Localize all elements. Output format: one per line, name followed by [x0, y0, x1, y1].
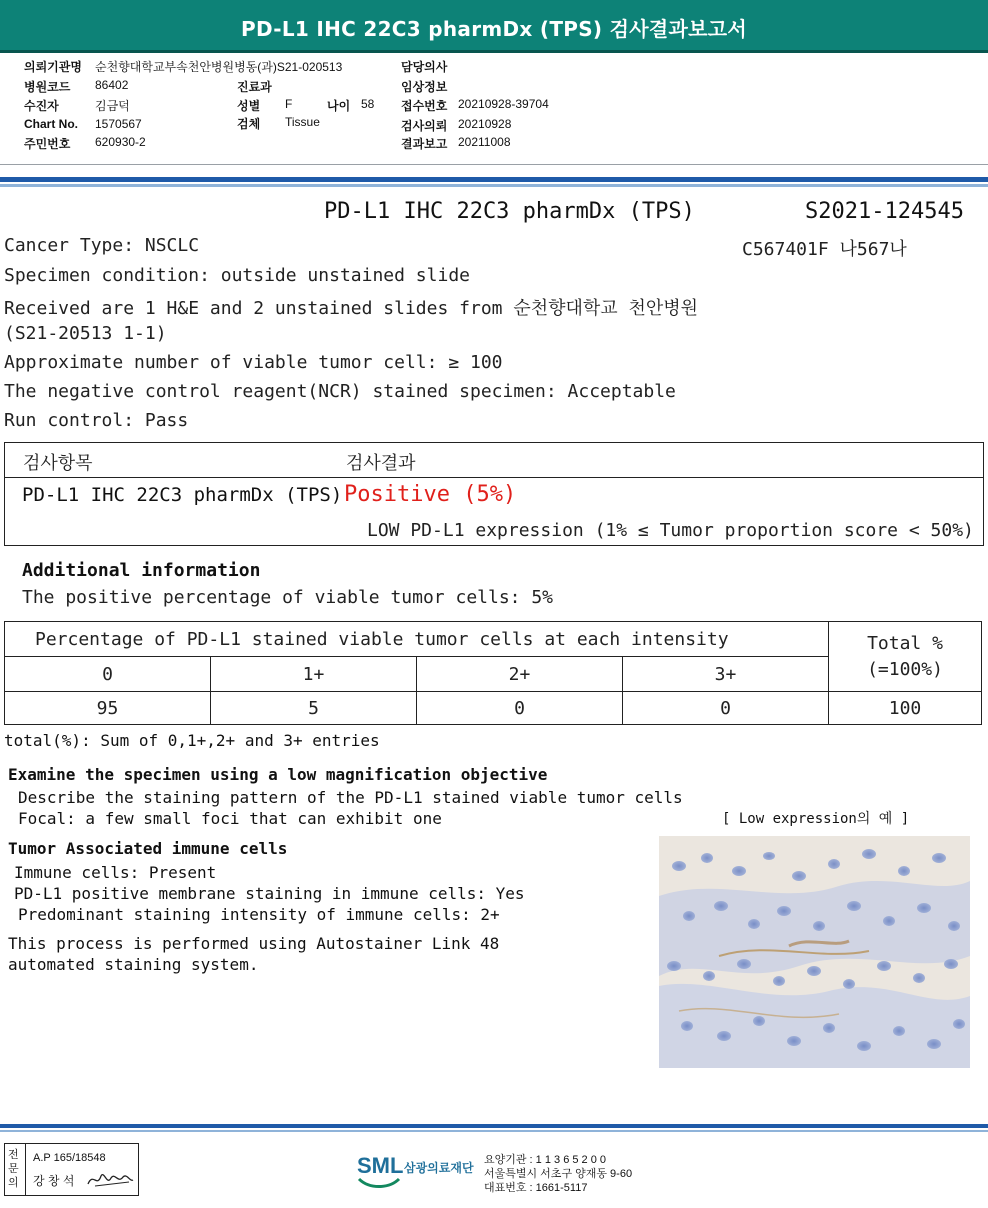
intensity-total: 100: [829, 692, 982, 725]
col-test-result: 검사결과: [346, 453, 416, 474]
label-request-date: 검사의뢰: [401, 119, 448, 133]
expression-level: LOW PD-L1 expression (1% ≤ Tumor proportion score < 50%): [367, 520, 974, 541]
micrograph-svg: [659, 836, 970, 1068]
stamp-label-cell: [5, 1144, 26, 1195]
value-sex: F: [285, 97, 293, 111]
intensity-col-0: 0: [5, 657, 211, 692]
intensity-table-header: Percentage of PD-L1 stained viable tumor cells at each intensity: [5, 622, 829, 657]
value-age: 58: [361, 97, 375, 111]
col-test-item: 검사항목: [23, 453, 93, 474]
value-hospital-code: 86402: [95, 78, 129, 92]
additional-text: The positive percentage of viable tumor cells: 5%: [22, 587, 554, 608]
result-positive: Positive (5%): [344, 482, 517, 507]
intensity-value-3plus: 0: [623, 692, 829, 725]
immune-heading: Tumor Associated immune cells: [8, 839, 288, 858]
blue-band-bottom: [0, 1124, 988, 1128]
value-request-date: 20210928: [458, 117, 512, 131]
examine-line1: Describe the staining pattern of the PD-L1 stained viable tumor cells: [18, 788, 683, 807]
table-note: total(%): Sum of 0,1+,2+ and 3+ entries: [4, 731, 380, 750]
examine-line2: Focal: a few small foci that can exhibit one: [18, 809, 442, 828]
specimen-code: C567401F 나567나: [742, 239, 907, 260]
signature-box: [4, 1143, 139, 1196]
label-report-date: 결과보고: [401, 137, 448, 151]
immune-line1: Immune cells: Present: [14, 863, 217, 882]
result-box-divider: [5, 477, 983, 478]
process-line2: automated staining system.: [8, 955, 259, 974]
value-report-date: 20211008: [458, 135, 511, 149]
label-hospital-code: 병원코드: [24, 80, 71, 94]
received-slides: Received are 1 H&E and 2 unstained slides from 순천향대학교 천안병원: [4, 298, 699, 319]
received-reference: (S21-20513 1-1): [4, 323, 167, 344]
phone: 대표번호 : 1661-5117: [484, 1182, 588, 1194]
cancer-type: Cancer Type: NSCLC: [4, 235, 200, 256]
label-age: 나이: [327, 99, 351, 113]
specimen-condition: Specimen condition: outside unstained slide: [4, 265, 470, 286]
label-chart-no: Chart No.: [24, 117, 78, 131]
process-line1: This process is performed using Autostainer Link 48: [8, 934, 500, 953]
value-patient: 김금덕: [95, 99, 130, 113]
intensity-value-1plus: 5: [211, 692, 417, 725]
total-header-line2: (=100%): [867, 658, 943, 680]
value-specimen: Tissue: [285, 115, 320, 129]
label-institution: 의뢰기관명: [24, 60, 82, 74]
address: 서울특별시 서초구 양재동 9-60: [484, 1168, 633, 1180]
blue-band-top: [0, 177, 988, 182]
label-sex: 성별: [237, 99, 261, 113]
logo-text: SML: [357, 1153, 404, 1178]
value-chart-no: 1570567: [95, 117, 142, 131]
label-department: 진료과: [237, 80, 272, 94]
result-test-item: PD-L1 IHC 22C3 pharmDx (TPS): [22, 484, 343, 506]
value-receipt-no: 20210928-39704: [458, 97, 549, 111]
run-control: Run control: Pass: [4, 410, 189, 431]
total-header: [829, 622, 982, 692]
label-clinical-info: 임상정보: [401, 80, 448, 94]
intensity-value-0: 95: [5, 692, 211, 725]
intensity-value-2plus: 0: [417, 692, 623, 725]
label-resident-no: 주민번호: [24, 137, 71, 151]
value-resident-no: 620930-2: [95, 135, 146, 149]
label-receipt-no: 접수번호: [401, 99, 448, 113]
blue-band-top-light: [0, 184, 988, 187]
sml-logo: [357, 1149, 474, 1195]
label-specimen: 검체: [237, 117, 261, 131]
immune-line2: PD-L1 positive membrane staining in immune cells: Yes: [14, 884, 525, 903]
intensity-table: [4, 621, 982, 725]
label-patient: 수진자: [24, 99, 59, 113]
signature-icon: [85, 1168, 135, 1190]
result-box: [4, 442, 984, 546]
test-name-heading: PD-L1 IHC 22C3 pharmDx (TPS): [324, 199, 695, 224]
image-caption: [ Low expression의 예 ]: [722, 811, 910, 827]
intensity-col-2plus: 2+: [417, 657, 623, 692]
total-header-line1: Total %: [867, 632, 943, 654]
report-title-bar: [0, 0, 988, 53]
ap-number: A.P 165/18548: [33, 1152, 106, 1164]
stamp-label: 전문의: [8, 1149, 19, 1189]
header-divider: [0, 164, 988, 165]
provider-number: 요양기관 : 1 1 3 6 5 2 0 0: [484, 1154, 607, 1166]
ncr-result: The negative control reagent(NCR) stained specimen: Acceptable: [4, 381, 676, 402]
foundation-name: 삼광의료재단: [404, 1161, 474, 1175]
report-number: S2021-124545: [805, 199, 964, 224]
doctor-name: 강 창 석: [33, 1174, 75, 1188]
examine-heading: Examine the specimen using a low magnification objective: [8, 765, 548, 784]
immune-line3: Predominant staining intensity of immune cells: 2+: [18, 905, 500, 924]
viable-tumor-cells: Approximate number of viable tumor cell: ≥ 100: [4, 352, 503, 373]
intensity-col-3plus: 3+: [623, 657, 829, 692]
value-institution: 순천향대학교부속천안병원병동(과)S21-020513: [95, 60, 343, 74]
report-title: PD-L1 IHC 22C3 pharmDx (TPS) 검사결과보고서: [241, 17, 747, 41]
intensity-col-1plus: 1+: [211, 657, 417, 692]
additional-heading: Additional information: [22, 560, 261, 581]
label-doctor: 담당의사: [401, 60, 448, 74]
low-expression-micrograph: [659, 836, 970, 1068]
blue-band-bottom-light: [0, 1130, 988, 1132]
